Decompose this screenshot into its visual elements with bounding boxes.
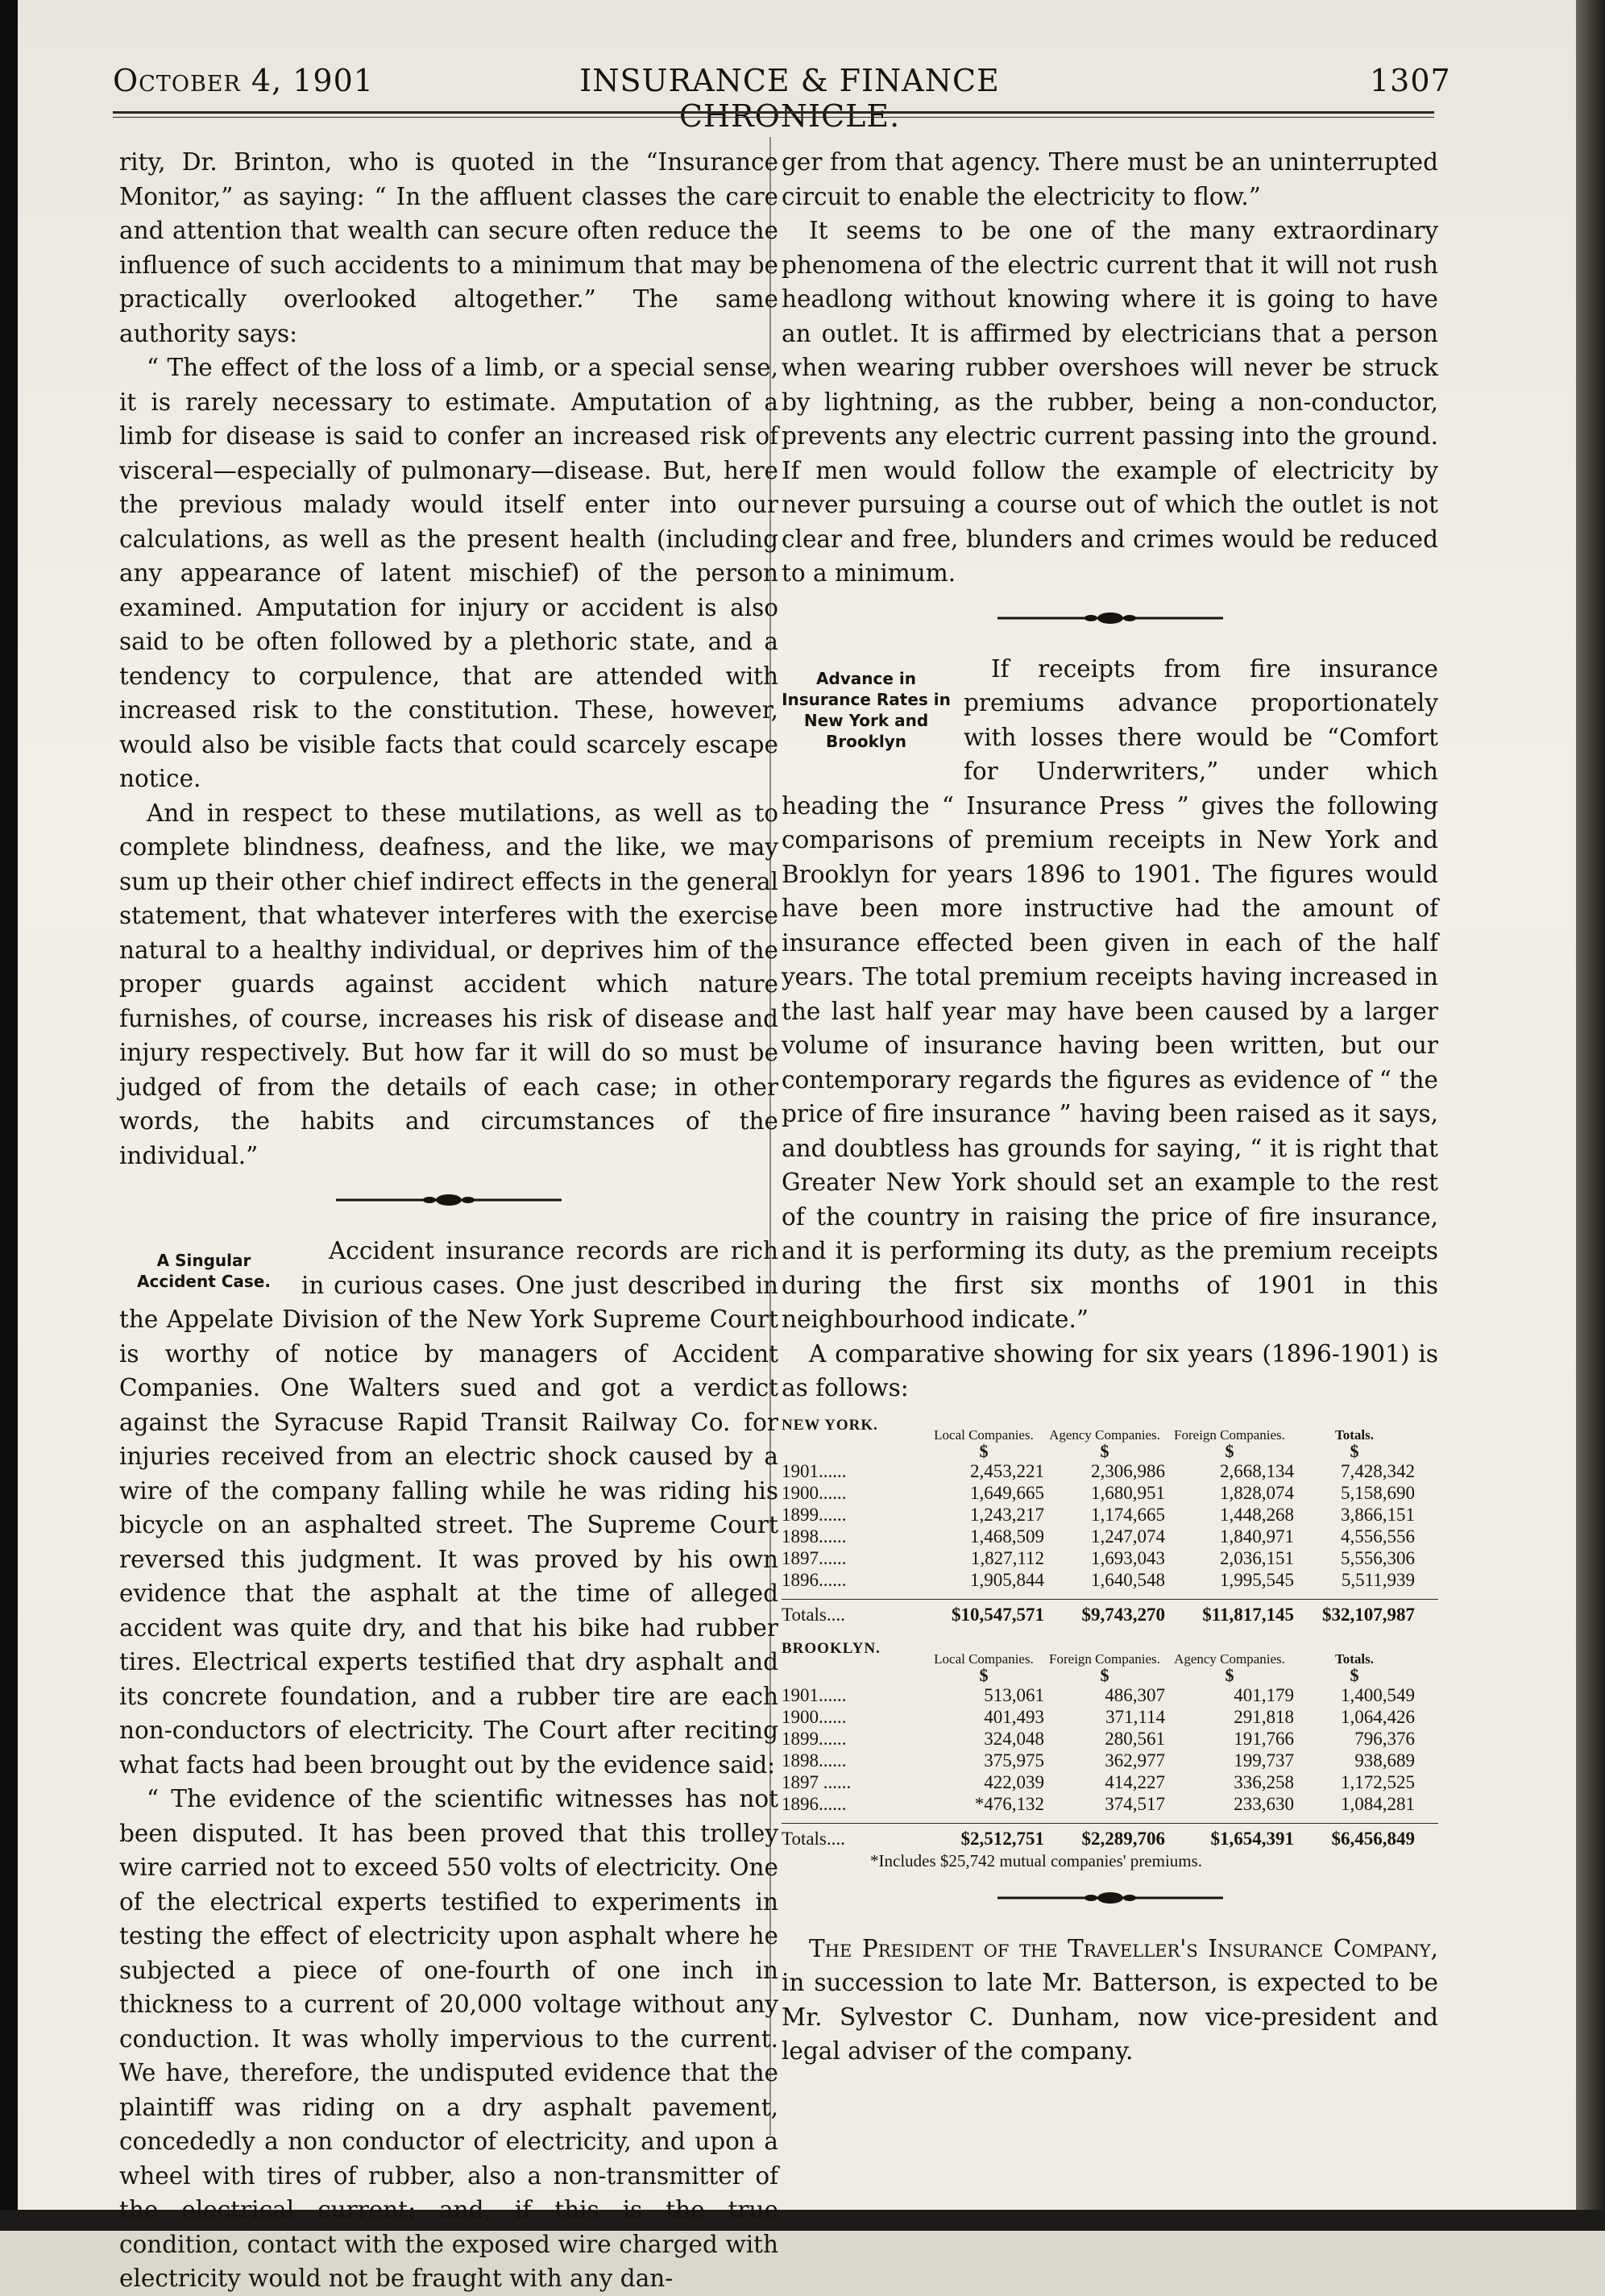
table-total: $10,547,571 bbox=[952, 1605, 1044, 1625]
sidehead-singular-accident: A Singular Accident Case. bbox=[137, 1251, 271, 1291]
table-cell: 233,630 bbox=[1234, 1793, 1294, 1814]
totals-label: Totals.... bbox=[782, 1828, 845, 1849]
totals-label: Totals.... bbox=[782, 1605, 845, 1625]
president-lead: The President of the Traveller's Insurance Company, bbox=[809, 1934, 1438, 1962]
row-year: 1900...... bbox=[782, 1706, 847, 1727]
unit-symbol: $ bbox=[1100, 1664, 1109, 1685]
table-cell: 1,448,268 bbox=[1220, 1505, 1294, 1525]
section-ornament bbox=[119, 1184, 778, 1216]
table-cell: 291,818 bbox=[1234, 1706, 1294, 1727]
table-row bbox=[782, 1750, 1438, 1771]
table-cell: 324,048 bbox=[984, 1728, 1044, 1749]
new-york-table bbox=[782, 1409, 1438, 1628]
unit-symbol: $ bbox=[979, 1441, 989, 1461]
table-label: BROOKLYN. bbox=[782, 1640, 881, 1657]
header-page-number: 1307 bbox=[1370, 63, 1451, 98]
row-year: 1897 ...... bbox=[782, 1771, 852, 1792]
row-year: 1899...... bbox=[782, 1505, 847, 1525]
table-cell: 199,737 bbox=[1234, 1750, 1294, 1771]
table-cell: 1,400,549 bbox=[1341, 1684, 1415, 1705]
table-cell: 280,561 bbox=[1105, 1728, 1165, 1749]
table-cell: 7,428,342 bbox=[1341, 1461, 1415, 1481]
table-cell: 1,995,545 bbox=[1220, 1570, 1294, 1590]
table-cell: 2,453,221 bbox=[970, 1461, 1044, 1481]
table-cell: 1,905,844 bbox=[970, 1570, 1044, 1590]
left-paragraph-4: Accident insurance records are rich in curious cases. One just described in the Appelate Division of the New York Supreme Court is worthy of notice by managers of Accident Companies. One Walters sued and got a verdict against the Syracuse Rapid Transit Railway Co. for injuries received from an electric shock caused by a wire of the company falling while he was riding his bicycle on an asphalted street. The Supreme Court reversed this judgment. It was proved by his own evidence that the asphalt at the time of alleged accident was quite dry, and that his bike had rubber tires. Electrical experts testified that dry asphalt and its concrete foundation, and a rubber tire are each non-conductors of electricity. The Court after reciting what facts had been brought out by the evidence said: bbox=[119, 1237, 778, 1779]
table-cell: 371,114 bbox=[1105, 1706, 1165, 1727]
column-header: Totals. bbox=[1334, 1427, 1375, 1443]
column-header: Foreign Companies. bbox=[1049, 1650, 1160, 1667]
table-cell: 1,064,426 bbox=[1341, 1706, 1415, 1727]
unit-symbol: $ bbox=[1225, 1441, 1234, 1461]
table-total: $1,654,391 bbox=[1210, 1828, 1294, 1849]
rates-article bbox=[782, 652, 1438, 1337]
scan-border-right bbox=[1576, 0, 1605, 2231]
table-cell: 5,511,939 bbox=[1341, 1570, 1415, 1590]
unit-symbol: $ bbox=[1350, 1441, 1359, 1461]
row-year: 1896...... bbox=[782, 1793, 847, 1814]
column-header: Foreign Companies. bbox=[1174, 1427, 1285, 1443]
section-ornament bbox=[782, 1882, 1438, 1914]
table-cell: 1,468,509 bbox=[970, 1526, 1044, 1547]
table-cell: 1,084,281 bbox=[1341, 1793, 1415, 1814]
table-cell: 5,556,306 bbox=[1341, 1548, 1415, 1568]
right-paragraph-4: A comparative showing for six years (1896-1901) is as follows: bbox=[782, 1339, 1438, 1401]
table-cell: 1,693,043 bbox=[1091, 1548, 1165, 1568]
brooklyn-table bbox=[782, 1632, 1438, 1870]
row-year: 1901...... bbox=[782, 1461, 847, 1481]
table-cell: 2,036,151 bbox=[1220, 1548, 1294, 1568]
row-year: 1896...... bbox=[782, 1570, 847, 1590]
row-year: 1897...... bbox=[782, 1548, 847, 1568]
table-row bbox=[782, 1547, 1438, 1569]
left-paragraph-5: “ The evidence of the scientific witnesses has not been disputed. It has been proved that this trolley wire carried not to exceed 550 volts of electricity. One of the electrical experts testified to experiments in testing the effect of electricity upon asphalt where he subjected a piece of one-fourth of one inch in thickness to a current of 20,000 voltage without any conduction. It was wholly impervious to the current. We have, therefore, the undisputed evidence that the plaintiff was riding on a dry asphalt pavement, concededly a non conductor of electricity, and upon a wheel with tires of rubber, also a non-transmitter of the electrical current; and, if this is the true condition, contact with the exposed wire charged with electricity would not be fraught with any dan- bbox=[119, 1785, 778, 2292]
row-year: 1898...... bbox=[782, 1526, 847, 1547]
table-cell: 1,174,665 bbox=[1091, 1505, 1165, 1525]
row-year: 1899...... bbox=[782, 1728, 847, 1749]
table-row bbox=[782, 1569, 1438, 1591]
table-cell: 938,689 bbox=[1354, 1750, 1415, 1771]
table-cell: 374,517 bbox=[1105, 1793, 1165, 1814]
table-cell: 796,376 bbox=[1354, 1728, 1415, 1749]
header-date: October 4, 1901 bbox=[113, 63, 374, 98]
right-paragraph-3: If receipts from fire insurance premiums advance proportionately with losses there would be “Comfort for Underwriters,” under which heading the “ Insurance Press ” gives the following comparisons of premium receipts in New York and Brooklyn for years 1896 to 1901. The figures would have been more instructive had the amount of insurance effected been given in each of the half years. The total premium receipts having increased in the last half year may have been caused by a larger volume of insurance having been written, but our contemporary regards the figures as evidence of “ the price of fire insurance ” having been raised as it says, and doubtless has grounds for saying, “ it is right that Greater New York should set an example to the rest of the country in raising the price of fire insurance, and it is performing its duty, as the premium receipts during the first six months of 1901 in this neighbourhood indicate.” bbox=[782, 654, 1438, 1333]
unit-symbol: $ bbox=[1350, 1664, 1359, 1685]
table-cell: 513,061 bbox=[984, 1684, 1044, 1705]
table-cell: 1,828,074 bbox=[1220, 1483, 1294, 1503]
table-cell: 1,840,971 bbox=[1220, 1526, 1294, 1547]
totals-row bbox=[782, 1823, 1438, 1851]
table-cell: *476,132 bbox=[974, 1793, 1044, 1814]
unit-symbol: $ bbox=[1225, 1664, 1234, 1685]
table-cell: 362,977 bbox=[1105, 1750, 1165, 1771]
table-row bbox=[782, 1482, 1438, 1504]
table-header-row bbox=[782, 1632, 1438, 1667]
table-cell: 401,179 bbox=[1234, 1684, 1294, 1705]
right-paragraph-5 bbox=[782, 1932, 1438, 2069]
table-total: $2,512,751 bbox=[960, 1828, 1044, 1849]
table-cell: 2,668,134 bbox=[1220, 1461, 1294, 1481]
table-row bbox=[782, 1706, 1438, 1728]
column-header: Local Companies. bbox=[934, 1427, 1034, 1443]
accident-article bbox=[119, 1234, 778, 1782]
table-row bbox=[782, 1460, 1438, 1482]
column-header: Agency Companies. bbox=[1049, 1427, 1160, 1443]
table-total: $6,456,849 bbox=[1331, 1828, 1415, 1849]
row-year: 1900...... bbox=[782, 1483, 847, 1503]
table-cell: 414,227 bbox=[1105, 1771, 1165, 1792]
section-ornament bbox=[782, 602, 1438, 634]
table-cell: 1,680,951 bbox=[1091, 1483, 1165, 1503]
table-footnote: *Includes $25,742 mutual companies' premiums. bbox=[870, 1850, 1203, 1870]
totals-row bbox=[782, 1599, 1438, 1627]
table-cell: 422,039 bbox=[984, 1771, 1044, 1792]
left-paragraph-3: And in respect to these mutilations, as well as to complete blindness, deafness, and the like, we may sum up their other chief indirect effects in the general statement, that whatever interferes with the exercise natural to a healthy individual, or deprives him of the proper guards against accident which nature furnishes, of course, increases his risk of disease and injury respectively. But how far it will do so must be judged of from the details of each case; in other words, the habits and circumstances of the individual.” bbox=[119, 799, 778, 1169]
column-header: Local Companies. bbox=[934, 1650, 1034, 1667]
table-cell: 486,307 bbox=[1105, 1684, 1165, 1705]
table-row bbox=[782, 1684, 1438, 1706]
table-cell: 5,158,690 bbox=[1341, 1483, 1415, 1503]
table-header-row bbox=[782, 1409, 1438, 1443]
table-total: $9,743,270 bbox=[1081, 1605, 1165, 1625]
table-cell: 1,243,217 bbox=[970, 1505, 1044, 1525]
unit-symbol: $ bbox=[1100, 1441, 1109, 1461]
table-row bbox=[782, 1728, 1438, 1750]
table-cell: 1,640,548 bbox=[1091, 1570, 1165, 1590]
table-row bbox=[782, 1793, 1438, 1815]
table-cell: 375,975 bbox=[984, 1750, 1044, 1771]
left-column bbox=[119, 145, 778, 2296]
right-column bbox=[782, 145, 1438, 2069]
column-header: Agency Companies. bbox=[1174, 1650, 1285, 1667]
table-row bbox=[782, 1771, 1438, 1793]
right-paragraph-2: It seems to be one of the many extraordinary phenomena of the electric current that it will not rush headlong without knowing where it is going to have an outlet. It is affirmed by electricians that a person when wearing rubber overshoes will never be struck by lightning, as the rubber, being a non-conductor, prevents any electric current passing into the ground. If men would follow the example of electricity by never pursuing a course out of which the outlet is not clear and free, blunders and crimes would be reduced to a minimum. bbox=[782, 217, 1438, 587]
right-paragraph-1: ger from that agency. There must be an uninterrupted circuit to enable the electricity to flow.” bbox=[782, 148, 1438, 210]
row-year: 1898...... bbox=[782, 1750, 847, 1771]
table-cell: 401,493 bbox=[984, 1706, 1044, 1727]
unit-row bbox=[782, 1443, 1438, 1460]
table-cell: 1,172,525 bbox=[1341, 1771, 1415, 1792]
table-row bbox=[782, 1526, 1438, 1547]
table-cell: 1,247,074 bbox=[1091, 1526, 1165, 1547]
header-title: INSURANCE & FINANCE CHRONICLE. bbox=[579, 63, 1000, 134]
table-cell: 3,866,151 bbox=[1341, 1505, 1415, 1525]
table-cell: 1,649,665 bbox=[970, 1483, 1044, 1503]
column-header: Totals. bbox=[1334, 1650, 1375, 1667]
row-year: 1901...... bbox=[782, 1684, 847, 1705]
left-paragraph-2: “ The effect of the loss of a limb, or a special sense, it is rarely necessary to estimate. Amputation of a limb for disease is said to confer an increased risk of visceral—especially of pulmonary—disease. But, here the previous malady would itself enter into our calculations, as well as the present health (including any appearance of latent mischief) of the person examined. Amputation for injury or accident is also said to be often followed by a plethoric state, and a tendency to corpulence, that are attended with increased risk to the constitution. These, however, would also be visible facts that could scarcely escape notice. bbox=[119, 354, 778, 792]
table-total: $2,289,706 bbox=[1081, 1828, 1165, 1849]
header-rule bbox=[113, 111, 1434, 114]
left-paragraph-1: rity, Dr. Brinton, who is quoted in the “Insurance Monitor,” as saying: “ In the affluent classes the care and attention that wealth can secure often reduce the influence of such accidents to a minimum that may be practically overlooked altogether.” The same authority says: bbox=[119, 148, 778, 347]
table-total: $11,817,145 bbox=[1202, 1605, 1294, 1625]
president-text: in succession to late Mr. Batterson, is expected to be Mr. Sylvestor C. Dunham, now vice-president and legal adviser of the company. bbox=[782, 1969, 1438, 2065]
unit-row bbox=[782, 1664, 1438, 1685]
header-rule-thin bbox=[113, 117, 1434, 118]
table-label: NEW YORK. bbox=[782, 1416, 878, 1434]
table-cell: 4,556,556 bbox=[1341, 1526, 1415, 1547]
table-row bbox=[782, 1504, 1438, 1526]
sidehead-advance-rates: Advance in Insurance Rates in New York and Brooklyn bbox=[782, 668, 951, 751]
table-cell: 336,258 bbox=[1234, 1771, 1294, 1792]
table-cell: 2,306,986 bbox=[1091, 1461, 1165, 1481]
table-cell: 1,827,112 bbox=[970, 1548, 1044, 1568]
unit-symbol: $ bbox=[979, 1664, 989, 1685]
scan-border-left bbox=[0, 0, 18, 2231]
table-total: $32,107,987 bbox=[1322, 1605, 1415, 1625]
table-cell: 191,766 bbox=[1234, 1728, 1294, 1749]
